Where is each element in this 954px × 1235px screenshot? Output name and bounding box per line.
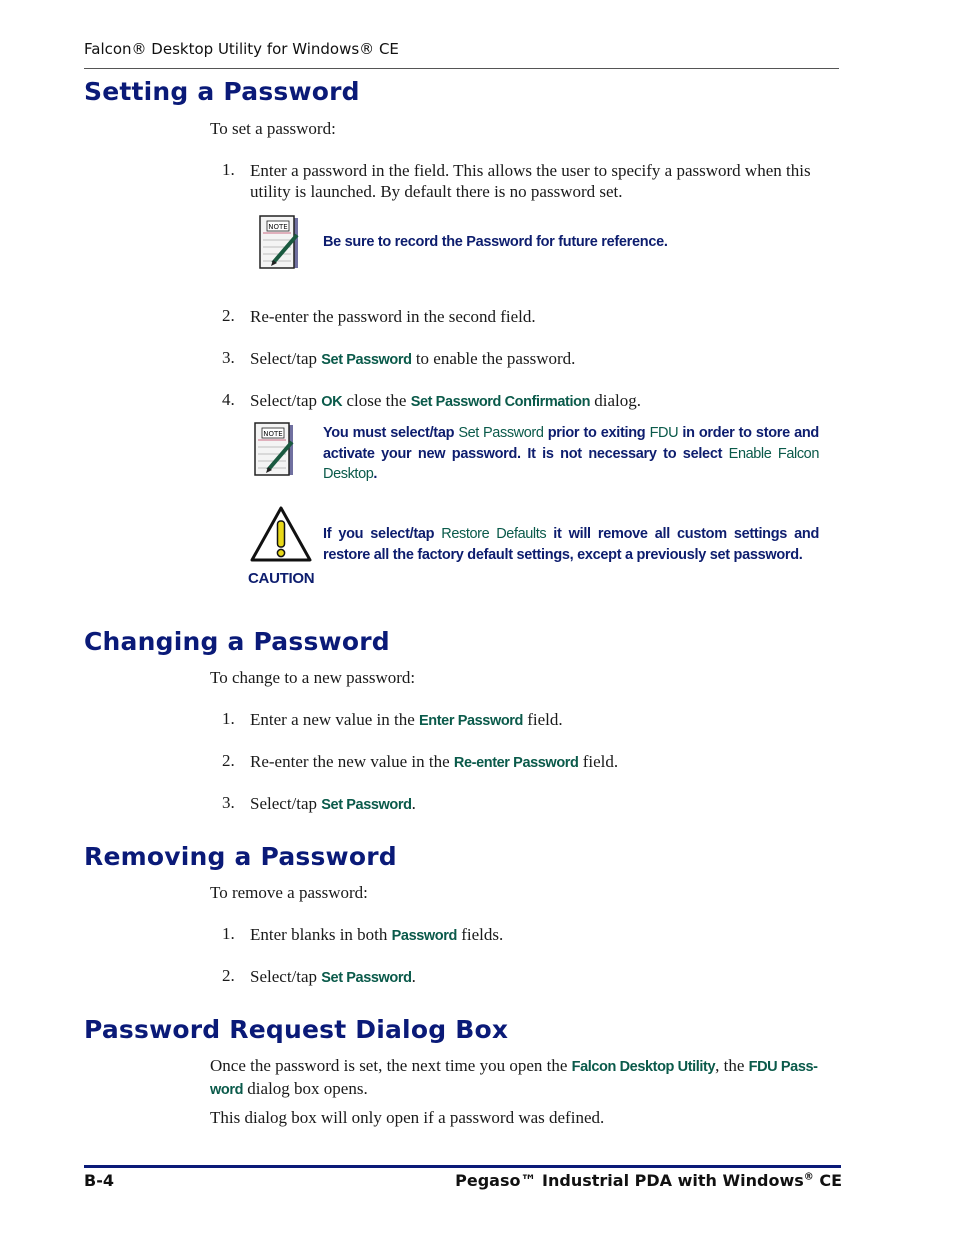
keyword-ok: OK bbox=[321, 394, 343, 410]
header-divider bbox=[84, 68, 839, 69]
svg-text:NOTE: NOTE bbox=[268, 223, 288, 231]
running-header: Falcon® Desktop Utility for Windows® CE bbox=[84, 40, 399, 58]
changing-step2-text: Re-enter the new value in the Re-enter Password field. bbox=[250, 752, 619, 771]
svg-text:NOTE: NOTE bbox=[263, 430, 283, 438]
heading-password-request-dialog: Password Request Dialog Box bbox=[84, 1015, 509, 1044]
setting-step3-number: 3. bbox=[222, 348, 235, 367]
keyword-set-password: Set Password bbox=[321, 797, 412, 813]
keyword-set-password: Set Password bbox=[321, 970, 412, 986]
keyword-set-password: Set Password bbox=[458, 425, 544, 441]
keyword-restore-defaults: Restore Defaults bbox=[441, 526, 547, 542]
footer-divider bbox=[84, 1165, 841, 1168]
removing-step1-number: 1. bbox=[222, 924, 235, 943]
removing-step1-text: Enter blanks in both Password fields. bbox=[250, 925, 504, 944]
setting-step2-text: Re-enter the password in the second field. bbox=[250, 307, 536, 326]
note-pad-icon bbox=[255, 213, 305, 273]
caution-triangle-icon bbox=[249, 505, 313, 563]
keyword-fdu: FDU bbox=[649, 425, 679, 441]
dialog-paragraph-2: This dialog box will only open if a password was defined. bbox=[210, 1108, 605, 1127]
changing-step3-number: 3. bbox=[222, 793, 235, 812]
removing-intro: To remove a password: bbox=[210, 883, 368, 902]
keyword-falcon-desktop-utility: Falcon Desktop Utility bbox=[571, 1059, 716, 1075]
page-number: B-4 bbox=[84, 1171, 114, 1190]
setting-step3-text: Select/tap Set Password to enable the password. bbox=[250, 349, 576, 368]
keyword-password: Password bbox=[391, 928, 457, 944]
note-record-password: Be sure to record the Password for future reference. bbox=[323, 234, 668, 250]
setting-step1-number: 1. bbox=[222, 160, 235, 179]
removing-step2-number: 2. bbox=[222, 966, 235, 985]
keyword-set-password: Set Password bbox=[321, 352, 412, 368]
keyword-set-password-confirmation: Set Password Confirmation bbox=[410, 394, 591, 410]
dialog-paragraph-1: Once the password is set, the next time you open the Falcon Desktop Utility, the FDU Pass-word dialog box opens. bbox=[210, 1056, 818, 1098]
keyword-reenter-password: Re-enter Password bbox=[453, 755, 579, 771]
removing-step2-text: Select/tap Set Password. bbox=[250, 967, 416, 986]
keyword-fdu-password: FDU Pass-word bbox=[210, 1059, 818, 1098]
changing-step2-number: 2. bbox=[222, 751, 235, 770]
setting-intro: To set a password: bbox=[210, 119, 336, 138]
note-must-set-password: You must select/tap Set Password prior to exiting FDU in order to store and activate your new password. It is not necessary to select Enable Falcon Desktop. bbox=[323, 425, 819, 482]
changing-intro: To change to a new password: bbox=[210, 668, 416, 687]
caution-label: CAUTION bbox=[248, 570, 315, 587]
setting-step2-number: 2. bbox=[222, 306, 235, 325]
setting-step1-text: Enter a password in the field. This allows the user to specify a password when this utility is launched. By default there is no password set. bbox=[250, 161, 811, 201]
heading-removing-password: Removing a Password bbox=[84, 842, 397, 871]
footer-title: Pegaso™ Industrial PDA with Windows® CE bbox=[455, 1171, 842, 1190]
keyword-enable-falcon-desktop: Enable Falcon Desktop bbox=[323, 445, 819, 482]
heading-setting-password: Setting a Password bbox=[84, 77, 360, 106]
heading-changing-password: Changing a Password bbox=[84, 627, 390, 656]
changing-step1-text: Enter a new value in the Enter Password field. bbox=[250, 710, 563, 729]
changing-step1-number: 1. bbox=[222, 709, 235, 728]
setting-step4-number: 4. bbox=[222, 390, 235, 409]
keyword-enter-password: Enter Password bbox=[419, 713, 523, 729]
setting-step4-text: Select/tap OK close the Set Password Confirmation dialog. bbox=[250, 391, 642, 410]
changing-step3-text: Select/tap Set Password. bbox=[250, 794, 416, 813]
note-pad-icon bbox=[250, 420, 300, 480]
caution-restore-defaults: If you select/tap Restore Defaults it will remove all custom settings and restore all the factory default settings, except a previously set password. bbox=[323, 526, 820, 563]
